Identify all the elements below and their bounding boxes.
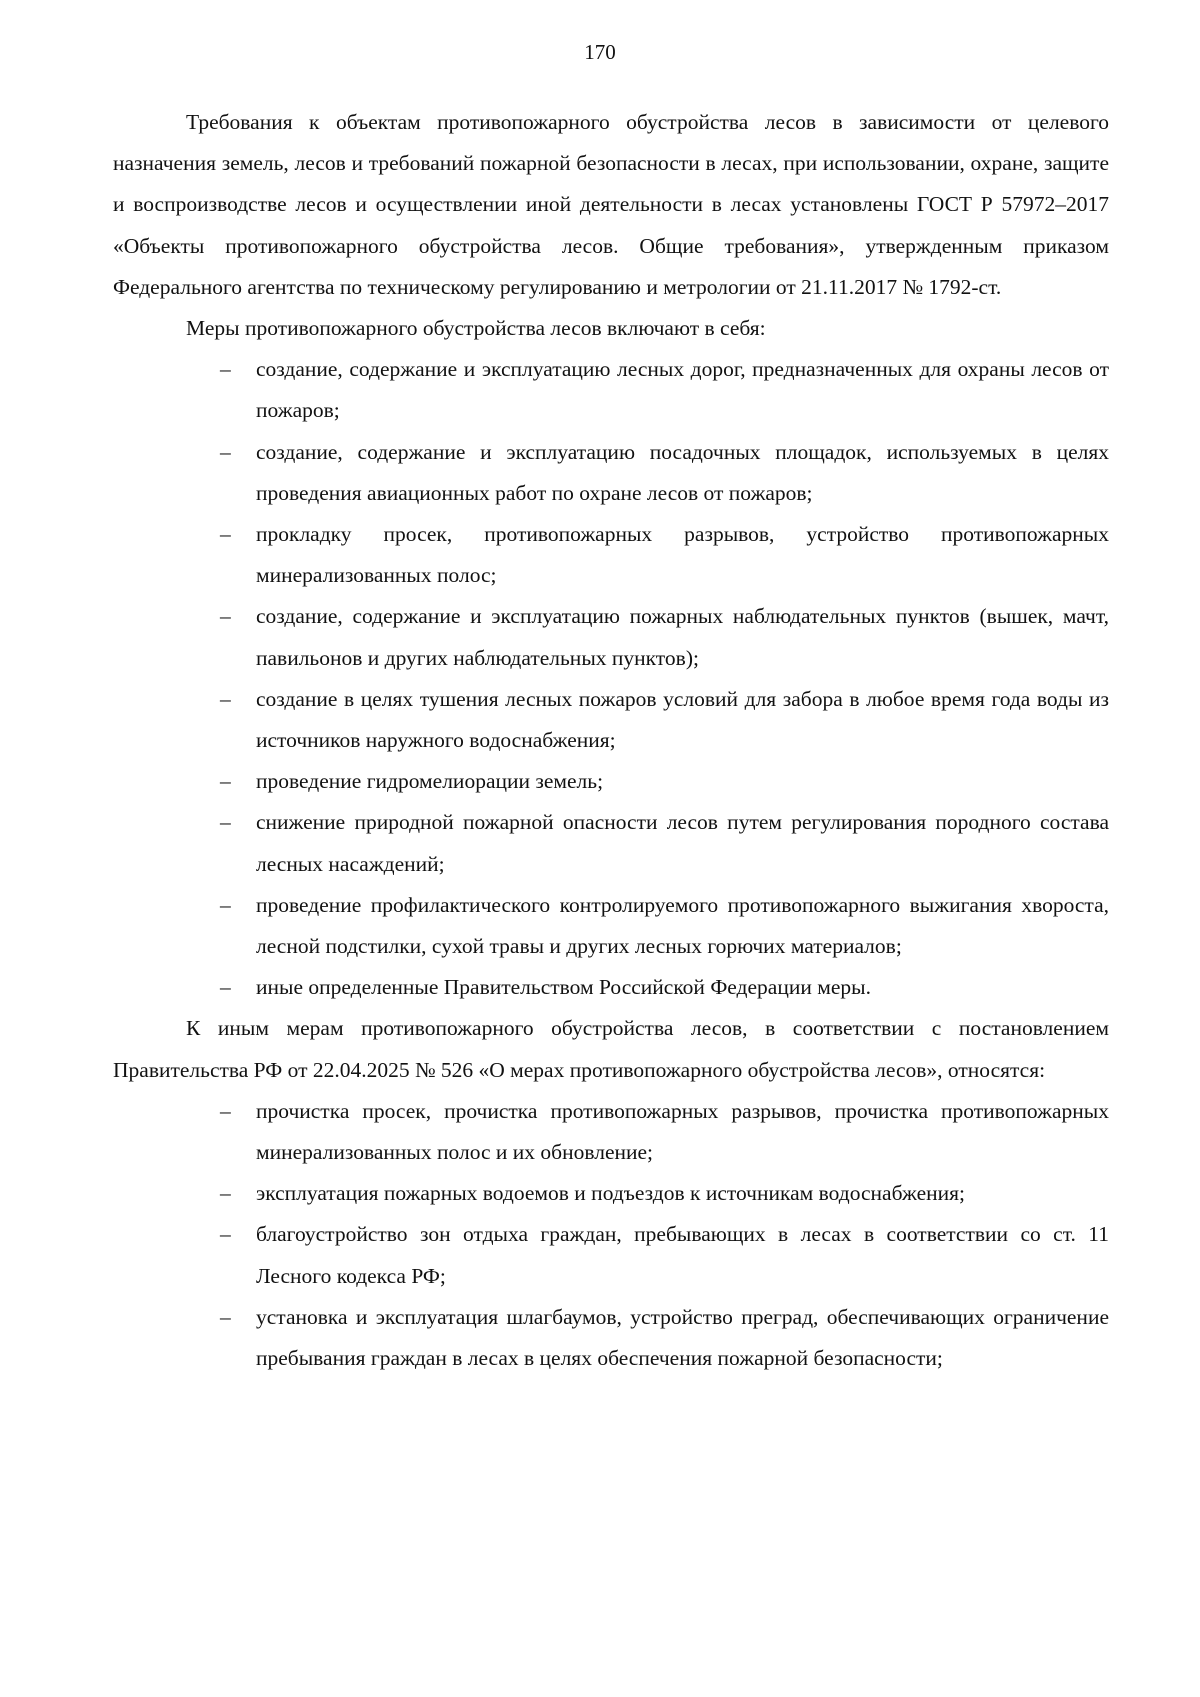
list-item-text: иные определенные Правительством Российской Федерации меры. <box>256 975 871 1000</box>
measures-list <box>113 349 1109 1008</box>
intro-paragraph: Требования к объектам противопожарного обустройства лесов в зависимости от целевого назначения земель, лесов и требований пожарной безопасности в лесах, при использовании, охране, защите и воспроизводстве лесов и осуществлении иной деятельности в лесах установлены ГОСТ Р 57972–2017 «Объекты противопожарного обустройства лесов. Общие требования», утвержденным приказом Федерального агентства по техническому регулированию и метрологии от 21.11.2017 № 1792-ст. <box>113 110 1109 299</box>
dash-marker: – <box>220 892 231 917</box>
list-item <box>113 1214 1109 1296</box>
other-measures-list <box>113 1091 1109 1379</box>
dash-marker: – <box>220 769 231 794</box>
list-item-text: прокладку просек, противопожарных разрывов, устройство противопожарных минерализованных полос; <box>256 522 1109 588</box>
dash-marker: – <box>220 1098 231 1123</box>
dash-marker: – <box>220 1181 231 1206</box>
dash-marker: – <box>220 975 231 1000</box>
other-measures-intro <box>113 1008 1109 1090</box>
dash-marker: – <box>220 522 231 547</box>
dash-marker: – <box>220 1222 231 1247</box>
list-item <box>113 514 1109 596</box>
list-item-text: создание, содержание и эксплуатацию посадочных площадок, используемых в целях проведения авиационных работ по охране лесов от пожаров; <box>256 439 1109 505</box>
list-item-text: эксплуатация пожарных водоемов и подъездов к источникам водоснабжения; <box>256 1181 965 1206</box>
list-item <box>113 761 1109 802</box>
list-item <box>113 432 1109 514</box>
list-item <box>113 1297 1109 1379</box>
dash-marker: – <box>220 439 231 464</box>
dash-marker: – <box>220 604 231 629</box>
list-item-text: проведение гидромелиорации земель; <box>256 769 604 794</box>
list-item <box>113 967 1109 1008</box>
list-item-text: создание, содержание и эксплуатацию пожарных наблюдательных пунктов (вышек, мачт, павильонов и других наблюдательных пунктов); <box>256 604 1109 670</box>
dash-marker: – <box>220 810 231 835</box>
other-measures-intro-rest: Правительства РФ от 22.04.2025 № 526 «О мерах противопожарного обустройства лесов», относятся: <box>113 1057 1046 1082</box>
list-item <box>113 1173 1109 1214</box>
list-item <box>113 349 1109 431</box>
dash-marker: – <box>220 686 231 711</box>
list-item-text: прочистка просек, прочистка противопожарных разрывов, прочистка противопожарных минерализованных полос и их обновление; <box>256 1098 1109 1165</box>
list-item-text: проведение профилактического контролируемого противопожарного выжигания хвороста, лесной подстилки, сухой травы и других лесных горючих материалов; <box>256 892 1109 959</box>
list-item <box>113 679 1109 761</box>
measures-heading: Меры противопожарного обустройства лесов включают в себя: <box>186 316 766 341</box>
dash-marker: – <box>220 357 231 382</box>
list-item-text: снижение природной пожарной опасности лесов путем регулирования породного состава лесных насаждений; <box>256 810 1109 876</box>
dash-marker: – <box>220 1304 231 1329</box>
list-item <box>113 802 1109 884</box>
page-number: 170 <box>584 40 616 64</box>
list-item-text: создание в целях тушения лесных пожаров условий для забора в любое время года воды из источников наружного водоснабжения; <box>256 686 1109 753</box>
list-item <box>113 596 1109 678</box>
other-measures-intro-line1: К иным мерам противопожарного обустройства лесов, в соответствии с постановлением <box>186 1016 1109 1041</box>
list-item <box>113 885 1109 967</box>
list-item-text: создание, содержание и эксплуатацию лесных дорог, предназначенных для охраны лесов от пожаров; <box>256 357 1109 423</box>
list-item-text: установка и эксплуатация шлагбаумов, устройство преград, обеспечивающих ограничение пребывания граждан в лесах в целях обеспечения пожарной безопасности; <box>256 1304 1109 1371</box>
list-item-text: благоустройство зон отдыха граждан, пребывающих в лесах в соответствии со ст. 11 Лесного кодекса РФ; <box>256 1222 1109 1288</box>
document-body <box>113 102 1109 1379</box>
list-item <box>113 1091 1109 1173</box>
